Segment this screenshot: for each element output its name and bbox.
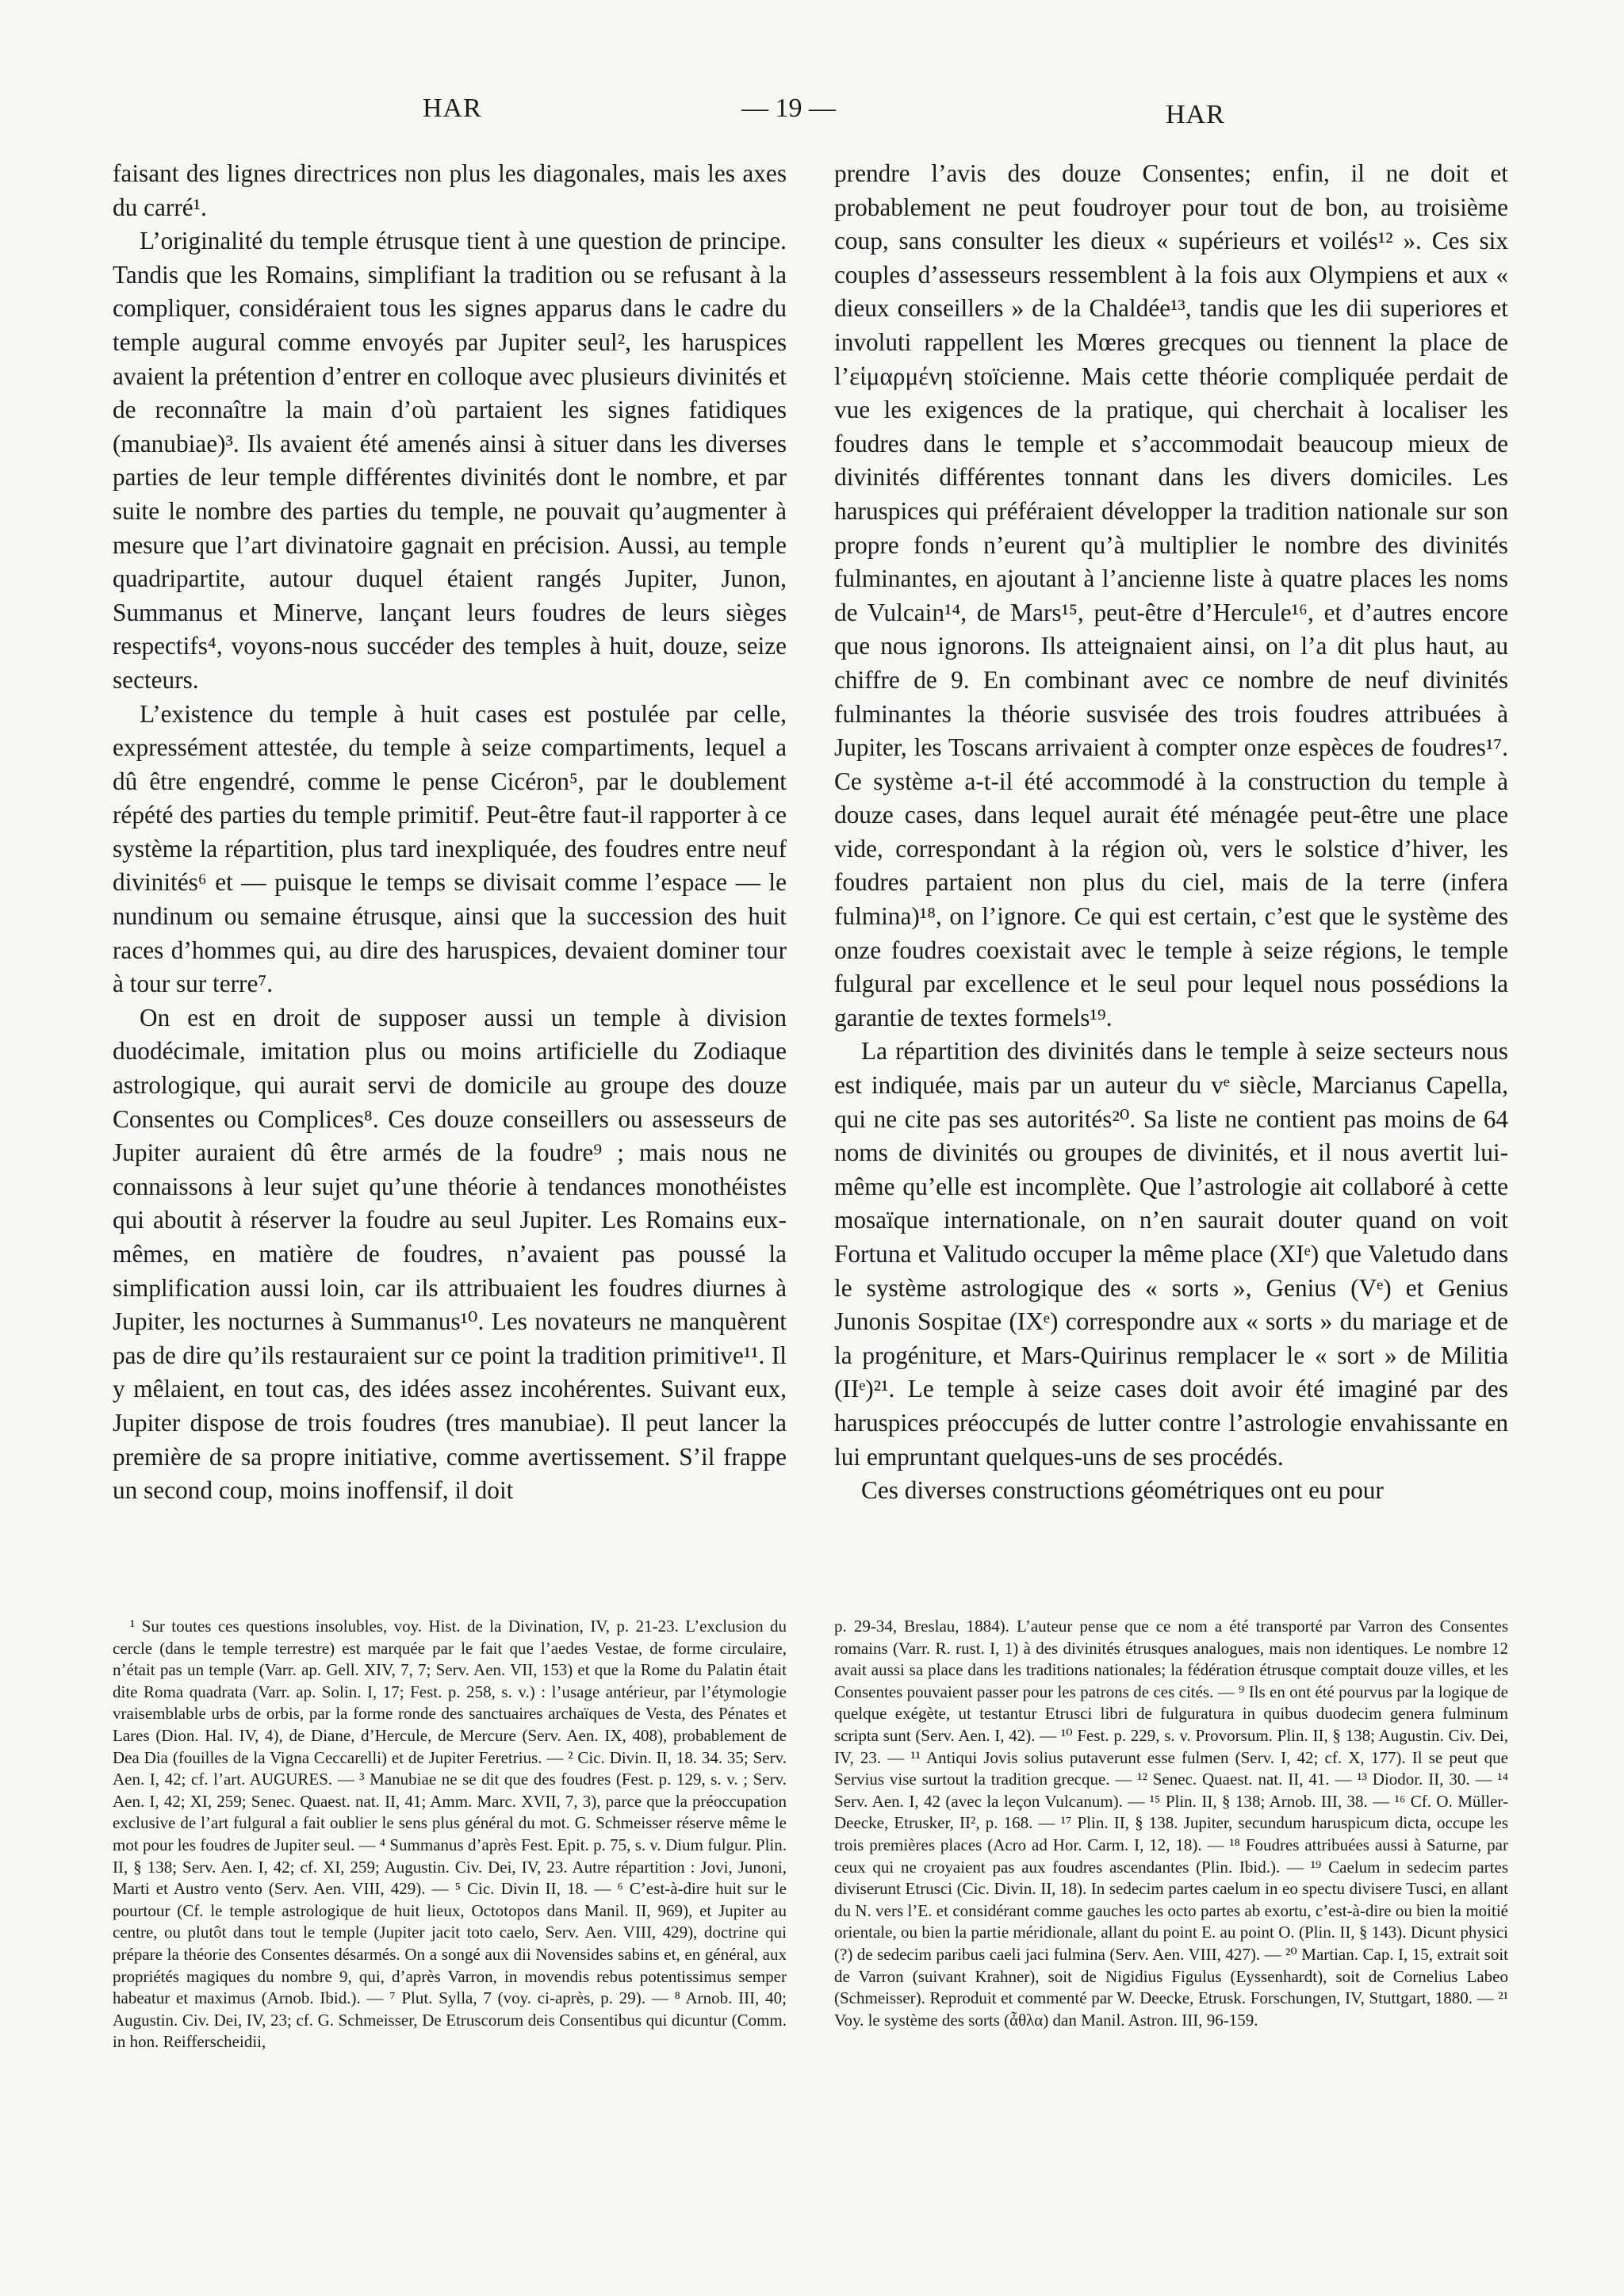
right-column xyxy=(834,157,1508,1508)
header-right-title: HAR xyxy=(1166,100,1225,129)
paragraph: L’existence du temple à huit cases est postulée par celle, expressément attestée, du temple à seize compartiments, lequel a dû être engendré, comme le pense Cicéron⁵, par le doublement répété des parties du temple primitif. Peut-être faut-il rapporter à ce système la répartition, plus tard inexpliquée, des foudres entre neuf divinités⁶ et — puisque le temps se divisait comme l’espace — le nundinum ou semaine étrusque, ainsi que la succession des huit races d’hommes qui, au dire des haruspices, devaient dominer tour à tour sur terre⁷. xyxy=(113,699,787,998)
running-header xyxy=(111,94,1515,141)
paragraph: faisant des lignes directrices non plus les diagonales, mais les axes du carré¹. xyxy=(113,159,787,221)
paragraph: prendre l’avis des douze Consentes; enfin, il ne doit et probablement ne peut foudroyer pour tout de bon, au troisième coup, sans consulter les dieux « supérieurs et voilés¹² ». Ces six couples d’assesseurs ressemblent à la fois aux Olympiens et aux « dieux conseillers » de la Chaldée¹³, tandis que les dii superiores et involuti rappellent les Mœres grecques ou tiennent la place de l’εἱμαρμένη stoïcienne. Mais cette théorie compliquée perdait de vue les exigences de la pratique, qui cherchait à localiser les foudres dans le temple et s’accommodait beaucoup mieux de divinités différentes tonnant dans les divers domiciles. Les haruspices qui préféraient développer la tradition nationale sur son propre fonds n’eurent qu’à multiplier le nombre des divinités fulminantes, en ajoutant à l’ancienne liste à quatre places les noms de Vulcain¹⁴, de Mars¹⁵, peut-être d’Hercule¹⁶, et d’autres encore que nous ignorons. Ils atteignaient ainsi, on l’a dit plus haut, au chiffre de 9. En combinant avec ce nombre de neuf divinités fulminantes la théorie susvisée des trois foudres attribuées à Jupiter, les Toscans arrivaient à compter onze espèces de foudres¹⁷. Ce système a-t-il été accommodé à la construction du temple à douze cases, dans lequel aurait été ménagée peut-être une place vide, correspondant à la région où, vers le solstice d’hiver, les foudres partaient non plus du ciel, mais de la terre (infera fulmina)¹⁸, on l’ignore. Ce qui est certain, c’est que le système des onze foudres coexistait avec le temple à seize régions, le temple fulgural par excellence et le seul pour lequel nous possédions la garantie de textes formels¹⁹. xyxy=(834,159,1508,1031)
footnotes-right xyxy=(834,1616,1508,2031)
paragraph: Ces diverses constructions géométriques ont eu pour xyxy=(861,1476,1384,1505)
left-column xyxy=(113,157,787,1508)
header-left-title: HAR xyxy=(423,94,482,123)
paragraph: La répartition des divinités dans le temple à seize secteurs nous est indiquée, mais par un auteur du vᵉ siècle, Marcianus Capella, qui ne cite pas ses autorités²⁰. Sa liste ne contient pas moins de 64 noms de divinités ou groupes de divinités, et il nous avertit lui-même qu’elle est incomplète. Que l’astrologie ait collaboré à cette mosaïque internationale, on n’en saurait douter quand on voit Fortuna et Valitudo occuper la même place (XIᵉ) que Valetudo dans le système astrologique des « sorts », Genius (Vᵉ) et Genius Junonis Sospitae (IXᵉ) correspondre aux « sorts » du mariage et de la progéniture, et Mars-Quirinus remplacer le « sort » de Militia (IIᵉ)²¹. Le temple à seize cases doit avoir été imaginé par des haruspices préoccupés de lutter contre l’astrologie envahissante en lui empruntant quelques-uns de ses procédés. xyxy=(834,1037,1508,1471)
footnotes-left xyxy=(113,1616,787,2053)
paragraph: On est en droit de supposer aussi un temple à division duodécimale, imitation plus ou moins artificielle du Zodiaque astrologique, qui aurait servi de domicile au groupe des douze Consentes ou Complices⁸. Ces douze conseillers ou assesseurs de Jupiter auraient dû être armés de la foudre⁹ ; mais nous ne connaissons à leur sujet qu’une théorie à tendances monothéistes qui aboutit à réserver la foudre au seul Jupiter. Les Romains eux-mêmes, en matière de foudres, n’avaient pas poussé la simplification aussi loin, car ils attribuaient les foudres diurnes à Jupiter, les nocturnes à Summanus¹⁰. Les novateurs ne manquèrent pas de dire qu’ils restauraient sur ce point la tradition primitive¹¹. Il y mêlaient, en tout cas, des idées assez incohérentes. Suivant eux, Jupiter dispose de trois foudres (tres manubiae). Il peut lancer la première de sa propre initiative, comme avertissement. S’il frappe un second coup, moins inoffensif, il doit xyxy=(113,1003,787,1505)
paragraph: L’originalité du temple étrusque tient à une question de principe. Tandis que les Romains, simplifiant la tradition ou se refusant à la compliquer, considéraient tous les signes apparus dans le cadre du temple augural comme envoyés par Jupiter seul², les haruspices avaient la prétention d’entrer en colloque avec plusieurs divinités et de reconnaître la main d’où partaient les signes fatidiques (manubiae)³. Ils avaient été amenés ainsi à situer dans les diverses parties de leur temple différentes divinités dont le nombre, et par suite le nombre des parties du temple, ne pouvait qu’augmenter à mesure que l’art divinatoire gagnait en précision. Aussi, au temple quadripartite, autour duquel étaient rangés Jupiter, Junon, Summanus et Minerve, lançant leurs foudres de leurs sièges respectifs⁴, voyons-nous succéder des temples à huit, douze, seize secteurs. xyxy=(113,227,787,694)
footnote-block: ¹ Sur toutes ces questions insolubles, voy. Hist. de la Divination, IV, p. 21-23. L’exclusion du cercle (dans le temple terrestre) est marquée par le fait que l’aedes Vestae, de forme circulaire, n’était pas un temple (Varr. ap. Gell. XIV, 7, 7; Serv. Aen. VII, 153) et que la Rome du Palatin était dite Roma quadrata (Varr. ap. Solin. I, 17; Fest. p. 258, s. v.) : l’usage antérieur, par l’étymologie vraisemblable urbs de orbis, par la forme ronde des sanctuaires archaïques de Vesta, des Pénates et Lares (Dion. Hal. IV, 4), de Diane, d’Hercule, de Mercure (Serv. Aen. IX, 408), probablement de Dea Dia (fouilles de la Vigna Ceccarelli) et de Jupiter Feretrius. — ² Cic. Divin. II, 18. 34. 35; Serv. Aen. I, 42; cf. l’art. AUGURES. — ³ Manubiae ne se dit que des foudres (Fest. p. 129, s. v. ; Serv. Aen. I, 42; XI, 259; Senec. Quaest. nat. II, 41; Amm. Marc. XVII, 7, 3), parce que la préoccupation exclusive de l’art fulgural a fait oublier le sens plus général du mot. G. Schmeisser réserve même le mot pour les foudres de Jupiter seul. — ⁴ Summanus d’après Fest. Epit. p. 75, s. v. Dium fulgur. Plin. II, § 138; Serv. Aen. I, 42; cf. XI, 259; Augustin. Civ. Dei, IV, 23. Autre répartition : Jovi, Junoni, Marti et Austro vento (Serv. Aen. VIII, 429). — ⁵ Cic. Divin II, 18. — ⁶ C’est-à-dire huit sur le pourtour (Cf. le temple astrologique de huit lieux, Octotopos dans Manil. II, 969), et Jupiter au centre, ou plutôt dans tout le temple (Jupiter jacit toto caelo, Serv. Aen. VIII, 429), doctrine qui prépare la théorie des Consentes désarmés. On a songé aux dii Novensides sabins et, en général, aux propriétés magiques du nombre 9, qui, d’après Varron, in movendis rebus potentissimus semper habeatur et maximus (Arnob. Ibid.). — ⁷ Plut. Sylla, 7 (voy. ci-après, p. 29). — ⁸ Arnob. III, 40; Augustin. Civ. Dei, IV, 23; cf. G. Schmeisser, De Etruscorum deis Consentibus qui dicuntur (Comm. in hon. Reifferscheidii, xyxy=(113,1617,787,2052)
footnote-block: p. 29-34, Breslau, 1884). L’auteur pense que ce nom a été transporté par Varron des Consentes romains (Varr. R. rust. I, 1) à des divinités étrusques analogues, mais non identiques. Le nombre 12 avait aussi sa place dans les traditions nationales; la fédération étrusque comptait douze villes, et les Consentes pouvaient passer pour les patrons de ces cités. — ⁹ Ils en ont été pourvus par la logique de quelque exégète, ut testantur Etrusci libri de fulguratura in quibus duodecim genera fulminum scripta sunt (Serv. Aen. I, 42). — ¹⁰ Fest. p. 229, s. v. Provorsum. Plin. II, § 138; Augustin. Civ. Dei, IV, 23. — ¹¹ Antiqui Jovis solius putaverunt esse fulmen (Serv. I, 42; cf. X, 177). Il se peut que Servius vise surtout la tradition grecque. — ¹² Senec. Quaest. nat. II, 41. — ¹³ Diodor. II, 30. — ¹⁴ Serv. Aen. I, 42 (avec la leçon Vulcanum). — ¹⁵ Plin. II, § 138; Arnob. III, 38. — ¹⁶ Cf. O. Müller-Deecke, Etrusker, II², p. 168. — ¹⁷ Plin. II, § 138. Jupiter, secundum haruspicum dicta, occupe les trois premières places (Acro ad Hor. Carm. I, 12, 18). — ¹⁸ Foudres attribuées aussi à Saturne, par ceux qui ne croyaient pas aux foudres ascendantes (Plin. Ibid.). — ¹⁹ Caelum in sedecim partes diviserunt Etrusci (Cic. Divin. II, 18). In sedecim partes caelum in eo spectu divisere Tusci, en allant du N. vers l’E. et considérant comme gauches les octo partes ab exortu, c’est-à-dire ou bien la moitié orientale, ou bien la partie méridionale, allant du point E. au point O. (Plin. II, § 143). Dicunt physici (?) de sedecim paribus caeli jaci fulmina (Serv. Aen. VIII, 427). — ²⁰ Martian. Cap. I, 15, extrait soit de Varron (suivant Krahner), soit de Nigidius Figulus (Eyssenhardt), soit de Cornelius Labeo (Schmeisser). Reproduit et commenté par W. Deecke, Etrusk. Forschungen, IV, Stuttgart, 1880. — ²¹ Voy. le système des sorts (ἆθλα) dan Manil. Astron. III, 96-159. xyxy=(834,1617,1508,2030)
page-number: — 19 — xyxy=(741,94,836,123)
